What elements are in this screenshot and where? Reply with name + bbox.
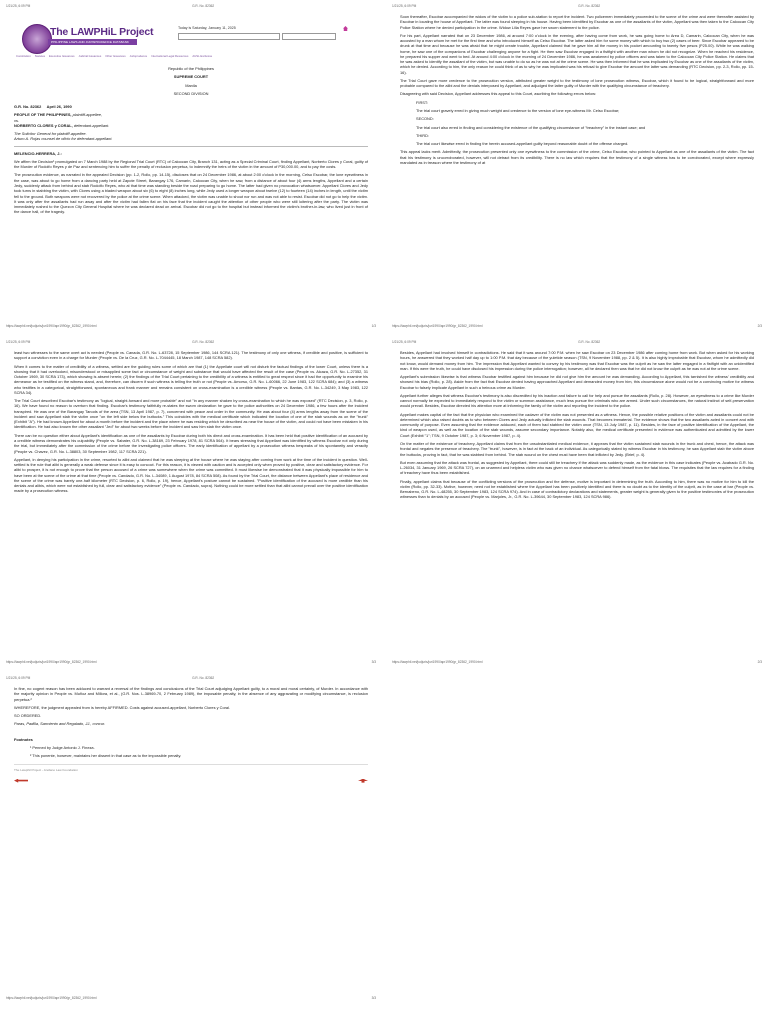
- nav-constitution[interactable]: Constitution: [16, 55, 31, 58]
- paragraph: But even assuming that the attack was frontal, as suggested by Appellant, there could still be treachery if the attack was suddenly made, as the evidence in this case indicates (People vs. Acabado G.R. No. L-26034, 31 January 1969, 26 SCRA 727), on an unarmed and helpless victim who was given no chance whatsoever to defend himself from the fatal blows. The requisites that the law requires for a finding of treachery have thus been established.: [400, 459, 754, 476]
- paragraph: When it comes to the matter of credibility of a witness, settled are the guiding rules some of which are that (1) the Appellate court will not disturb the factual findings of the lower Court, unless there is a showing that it had overlooked, misunderstood or misapplied some fact or circumstance of weight and substance that would have affected the result of the case (People vs. Alcaza, G.R. No. L-27352, 31 October 1969, 30 SCRA 173), which showing is absent herein; (2) the findings of the Trial Court pertaining to the credibility of a witness is entitled to great respect since it had the opportunity to examine his demeanor as he testified on the witness stand, and, therefore, can discern if such witness is telling the truth or not (People vs. Amorso, G.R. No. L-60066, 22 June 1983, 122 SCRA 684); and (3) a witness who testifies in a categorical, straightforward, spontaneous and frank manner and remains consistent on cross-examination is a credible witness (People vs. Bantas, G.R. No. L-34249, 3 May 1983, 122 SCRA 34).: [14, 363, 368, 395]
- page-header: 1/21/25, 6:09 PM G.R. No. 82362: [6, 340, 215, 344]
- footnote: ² This ponente, however, maintains her dissent in that case as to the impossible penalty.: [30, 753, 182, 759]
- copyright: The Lawphil Project - Arellano Law Foundation: [14, 768, 78, 773]
- page-header: 1/21/25, 6:09 PM G.R. No. 82362: [392, 4, 601, 8]
- page-4: [392, 340, 762, 668]
- error-text: The trial court likewise erred in finding the herein accused-appellant guilty beyond reasonable doubt of the offense charged.: [416, 141, 629, 147]
- page-footer: https://lawphil.net/judjuris/juri1990/apr1990/gr_82362_1990.html 2/3: [392, 324, 762, 328]
- nav-other[interactable]: Other Issuances: [105, 55, 126, 58]
- error-text: The trial court gravely erred in giving much weight and credence to the version of lone eye-witness Mr. Celso Escobar;: [416, 107, 620, 113]
- paragraph: The prosecution evidence, as narrated in the appealed Decision (pp. 1-2, Rollo, pp. 14-15), discloses that on 24 December 1986, at about 2:00 o'clock in the morning, Celso Escobar, the lone eyewitness in the case, was about to go home from a dancing party held at Zapote Street, Barangay 176, Camarin, Caloocan City, when he saw, from a distance of about four (4) arms lengths, Appellant and a certain Jedy, suddenly attack from behind and stab Rodolfo Reyes, who at that time was standing beside the road preparing to go home. The latter had given no provocation whatsoever. Appellant Clores and Jedy took turns in stabbing the victim, with Clores using a bladed weapon about six (6) to eight (8) inches long, while Jedy used a longer weapon about twelve (12) to fourteen (14) inches in length, until the victim fell to the ground. Both weapons were not recovered by the police at the crime scene. When attacked, the victim was unable to shout nor run and was not able to resist. Escobar did not go to help the victim. It was only after the assailants had run away and after the victim had fallen flat on his face that the incident caught the attention of other people who were still loitering after the party. The victim was immediately rushed to the Quezon City General Hospital where he was declared dead on arrival. Escobar did not go to the hospital but instead informed the victim's brother-in-law, who lived just in front of the dance hall, of the tragedy.: [14, 172, 368, 215]
- error-label: THIRD:: [416, 132, 429, 138]
- case-header: Republic of the Philippines SUPREME COURT Manila SECOND DIVISION: [168, 66, 214, 96]
- paragraph: least two witnesses to the same overt act is needed (People vs. Canada, G.R. No. L-63728, 15 September 1986, 144 SCRA 121). The testimony of only one witness, if credible and positive, is sufficient to support a conviction even in a charge for Murder (People vs. De la Cruz, G.R. No. L-7044445, 18 March 1987, 148 SCRA 582).: [14, 350, 368, 361]
- paragraph: For his part, Appellant narrated that on 23 December 1986, at around 7:00 o'clock in the evening, after having come from work, he was going home to Area D, Camarin, Caloocan City, when he was accosted by a man whom he met for the first time and who introduced himself as Celso Escobar. The latter asked him for some money with which to buy two (2) cases of beer. Since Escobar appeared to be drunk at that time and because he was afraid that he might create trouble, Appellant claimed that he gave him all the money in his pocket amounting to twenty five pesos (P25.00). While he was walking home, he saw one of the companions of Escobar challenging anyone for a fight. He then saw Escobar engaged in a fistfight with another man whom he did not recognize. When he reached his residence, he prepared his supper and went to bed. At around 4:00 o'clock in the morning of 24 December 1986, he was awakened by police officers and was taken to the Caloocan City Police Station. He claims that he was asked to identify the assailant of the victim, but was unable to do so as he was not at the crime scene. He was then informed that he was implicated by Escobar as one of the assailants of the victim, which he denied. According to him, the only reason he could think of as to why he was implicated was his refusal to give Escobar the amount the latter was demanding (RTC Decision, pp. 2-3, Rollo, pp. 15-16).: [400, 32, 754, 75]
- search-input[interactable]: [178, 33, 280, 40]
- paragraph: Appellant, in denying his participation in the crime, resorted to alibi and claimed that he was sleeping at the house where he was staying after coming from work at the time of the incident in question. Well-settled is the rule that alibi is generally a weak defense since it is easy to concoct. For this reason, it is viewed with caution and is accepted only when proved by positive, clear and satisfactory evidence. For alibi to prosper, it is not enough to prove that the person accused of a crime was somewhere when the crime was committed. It must likewise be demonstrated that it was physically impossible for him to have been at the scene of the crime at that time (People vs. Candado, G.R. No. L-34089, 1 August 1978, 84 SCRA 508). As found by the Trial Court, the distance between Appellant's place of residence and the scene of the crime was barely one-half kilometer (RTC Decision, p. 6, Rollo, p. 19), hence, Appellant's posture cannot be sustained. "Positive identification of the accused is more credible than his denials and alibis, which were not established by full, clear and satisfactory evidence" (People vs. Candado, supra). Nothing could be more settled than that alibi cannot prevail over the positive identification made by a prosecution witness.: [14, 456, 368, 494]
- paragraph: The Trial Court gave more credence to the prosecution version, attributed greater weight to the testimony of lone prosecution witness, Escobar, which it found to be logical, straightforward and more probable compared to the alibi and the denials interposed by Appellant, and adjudged the latter guilty of Murder with the qualifying circumstance of treachery.: [400, 77, 754, 89]
- error-label: SECOND:: [416, 116, 434, 122]
- counsel: The Solicitor General for plaintiff-appellee. Arturo A. Rojas counsel de oficio for defendant-appellant.: [14, 131, 113, 142]
- page-header: 1/21/25, 6:09 PM G.R. No. 82362: [392, 340, 601, 344]
- concurrence: Paras, Padilla, Sarmiento and Regalado, JJ., concur.: [14, 721, 106, 727]
- page-footer: https://lawphil.net/judjuris/juri1990/apr1990/gr_82362_1990.html 1/3: [6, 324, 376, 328]
- error-label: FIRST:: [416, 99, 428, 105]
- page-1: [6, 4, 376, 332]
- today-date: Today is Saturday, January 11, 2025: [178, 26, 236, 30]
- paragraph: Besides, Appellant had involved himself in contradictions. He said that it was around 7:00 P.M. when he saw Escobar on 23 December 1986 after coming home from work. But when asked for his working hours, he answered that they worked half day up to 1:00 P.M. that day because of the yuletide season (TSN, 9 November 1988, pp. 2 & 5). It is also highly improbable that Escobar, whom he admittedly did not know, would demand money from him. The impression that Appellant wanted to convey by his testimony was that Escobar was the culprit as he saw the latter engaged in a fistfight with an unidentified man. If this were the truth, he could have disclosed his impression during the police interrogation; however, all he declared then was that he did not know the culprit as he was not at the crime scene.: [400, 350, 754, 371]
- case-parties: PEOPLE OF THE PHILIPPINES, plaintiff-appellee, vs. NORBERTO CLORES y CORAL, defendant-appellant.: [14, 112, 110, 128]
- nav-statutes[interactable]: Statutes: [34, 55, 46, 58]
- case-number: G.R. No. 82362 April 26, 1990: [14, 104, 72, 110]
- page-footer: https://lawphil.net/judjuris/juri1990/apr1990/gr_82362_1990.html 3/3: [6, 660, 376, 664]
- back-arrow-icon[interactable]: [14, 779, 28, 783]
- page-header: 1/21/25, 6:09 PM G.R. No. 82362: [6, 676, 215, 680]
- top-arrow-icon[interactable]: [358, 779, 368, 783]
- page-2: [392, 4, 762, 332]
- home-icon[interactable]: [343, 26, 348, 31]
- site-brand[interactable]: The LAWPHiL Project: [50, 26, 154, 38]
- page-footer: https://lawphil.net/judjuris/juri1990/apr1990/gr_82362_1990.html 2/3: [392, 660, 762, 664]
- search-select[interactable]: [282, 33, 336, 40]
- paragraph: In fine, no cogent reason has been adduced to warrant a reversal of the findings and conclusions of the Trial Court adjudging Appellant guilty, to a moral and moral certainty, of Murder. In accordance with the majority opinion in People vs. Muñoz and Millora, et al., (G.R. Nos. L-38969-70, 2 February 1989), the imposable penalty, in the absence of any aggravating or modifying circumstance, is reclusion perpetua.²: [14, 686, 368, 702]
- site-banner: [6, 14, 376, 60]
- paragraph: SO ORDERED.: [14, 713, 42, 719]
- page-header: 1/21/25, 6:09 PM G.R. No. 82362: [6, 4, 215, 8]
- paragraph: We affirm the Decision¹ promulgated on 7 March 1988 by the Regional Trial Court (RTC) of Caloocan City, Branch 131, acting as a Special Criminal Court, finding Appellant, Norberto Clores y Coral, guilty of the Murder of Rodolfo Reyes y de Paz and sentencing him to suffer the penalty of reclusion perpetua, to indemnify the heirs of the victim in the amount of P30,000.00, and to pay the costs.: [14, 158, 368, 170]
- ponente: MELENCIO-HERRERA, J.:: [14, 150, 62, 156]
- paragraph: Appellant makes capital of the fact that the physician who examined the cadaver of the victim was not presented as a witness. Hence, the possible relative positions of the victim and assailants could not be determined which also raised doubts as to who between Clores and Jedy actually inflicted the stab wounds. That becomes immaterial. The evidence shows that the two assailants acted in concert and with community of purpose. Even assuming that the evidence adduced, each of them had stabbed the victim once (TSN, 13 July 1987, p. 11). Besides, in the face of positive identification of the Appellant, the kind of weapon used, as well as the location of the stab wounds, assume secondary importance. Notably also, the medical certificate presented in evidence was authenticated and admitted by the lower Court (Exhibit "1"; TSN, 9 October 1987, p. 3; 6 November 1987, p. 4).: [400, 411, 754, 438]
- paragraph: There can be no question either about Appellant's identification as one of the assailants by Escobar during both his direct and cross-examination. It has been held that positive identification of an accused by a credible witness demonstrates his culpability (People vs. Sabater, G.R. No. L-38169, 23 February 1978, 81 SCRA 564). It bears stressing that Appellant was identified by witness Escobar not only during the trial, but immediately after the commission of the crime before the investigating police officers. The early identification of appellant by a prosecution witness bespeaks of his spontaneity and veracity (People vs. Chavez, G.R. No. L-38803, 30 September 1982, 117 SCRA 221).: [14, 432, 368, 454]
- nav-executive[interactable]: Executive Issuances: [49, 55, 75, 58]
- footnotes-title: Footnotes: [14, 736, 33, 742]
- page-3: [6, 340, 376, 668]
- paragraph: Appellant's submission likewise is that witness Escobar testified against him because he did not give him the amount he was demanding. According to Appellant, this tarnished the witness' credibility and showed his bias (Rollo, p. 28). Aside from the fact that Escobar denied having approached Appellant and demanded money from him, this circumstance alone would not be a convincing motive for witness Escobar to falsely implicate Appellant in such a heinous crime as Murder.: [400, 374, 754, 390]
- footnote: ¹ Penned by Judge Antonio J. Fineza.: [30, 744, 95, 750]
- page-5: [6, 676, 376, 1004]
- nav-judicial[interactable]: Judicial Issuances: [78, 55, 102, 58]
- paragraph: This appeal lacks merit. Admittedly, the prosecution presented only one eyewitness to the commission of the crime, Celso Escobar, who pointed to Appellant as one of the assailants of the victim. The fact that his testimony is uncorroborated, however, will not detract from its credibility. There is no law which requires that the testimony of a single witness has to be corroborated, except where expressly mandated as in treason where the testimony of at: [400, 149, 754, 165]
- paragraph: Disagreeing with said Decision, Appellant addresses this appeal to this Court, ascribing the following errors below:: [400, 91, 597, 97]
- paragraph: The Trial Court described Escobar's testimony as "logical, straight-forward and more probable" and not "in any manner shaken by cross-examination to which he was exposed" (RTC Decision, p. 3, Rollo, p. 16). We have found no reason to overturn that finding. Escobar's testimony faithfully re-states the sworn declaration he gave to the police authorities on 24 December 1986, a few hours after the incident transpired. He was one of the Barangay Tanods of the area (TSN, 13 April 1987, p. 7), concerned with peace and order in the community. He was about four (4) arms lengths away from the scene of the incident and saw Appellant stab the victim once "on the left side below the buttocks." This coincides with the medical certificate which indicated the location of one of the stab wounds as on the "trunk" (Exhibit "A"). He had known Appellant for about a month before the incident and the place where he was residing which he described as near the house of the victim, and could not have been mistaken in his identification. He had also known the other assailant "Jed" for about two weeks before the incident and saw him stab the victim once.: [14, 398, 368, 430]
- paragraph: Finally, appellant claims that because of the conflicting versions of the prosecution and the defense, motive is important in determining the truth. According to him, there was no motive for him to kill the victim (Rollo, pp. 32-33). Motive, however, need not be established where the Appellant has been positively identified and there is no doubt as to the identity of the culprit, as in the case at bar (People vs. Bernabeno, G.R. No. L-48255, 30 September 1983, 124 SCRA 974). And in case of contradictory declarations and statements, greater weight is generally given to the positive testimonies of the prosecution witnesses than to denials by an accused (People vs. Marjoles, Jr., G.R. No. L-39644, 30 September 1983, 124 SCRA 986).: [400, 478, 754, 500]
- page-footer: https://lawphil.net/judjuris/juri1990/apr1990/gr_82362_1990.html 3/3: [6, 996, 376, 1000]
- site-subtitle: PHILIPPINE LAWS AND JURISPRUDENCE DATABANK: [48, 39, 137, 45]
- nav-international[interactable]: International Legal Resources: [151, 55, 189, 58]
- paragraph: Soon thereafter, Escobar accompanied the widow of the victim to a police sub-station to report the incident. Two policemen immediately proceeded to the scene of the crime and were thereafter assisted by Escobar in locating the house of Appellant. The latter was found sleeping in his house. Having been identified by Escobar as one of the assailants of the victim, Appellant was then taken to the Caloocan City Police Station where he denied participation in the crime. Widow Lilia Reyes gave her sworn statement to the police.: [400, 14, 754, 30]
- paragraph: Appellant further alleges that witness Escobar's testimony is also discredited by his inaction and failure to call for help and pursue the assailants (Rollo, p. 28). However, an eyewitness to a crime like Murder cannot normally be expected to immediately respond to the victim or summon assistance, much less pursue the criminals who are armed. Under such circumstances, the natural instinct of self-preservation would prevail. Besides, Escobar directed his attention more at informing the family of the victim and reporting the incident to the police.: [400, 392, 754, 409]
- site-nav: [16, 55, 366, 59]
- nav-ausl[interactable]: AUSL Exclusive: [192, 55, 213, 58]
- error-text: The trial court also erred in finding and considering the existence of the qualifying circumstance of "treachery" in the instant case; and: [416, 124, 646, 130]
- nav-jurisprudence[interactable]: Jurisprudence: [129, 55, 148, 58]
- paragraph: WHEREFORE, the judgment appealed from is hereby AFFIRMED. Costs against accused-appellant, Norberto Clores y Coral.: [14, 704, 231, 710]
- paragraph: On the matter of the existence of treachery, Appellant claims that from the unsubstantiated medical evidence, it appears that the victim sustained stab wounds in the trunk and chest, hence, the attack was frontal and negates the presence of treachery. The "trunk", however, is in fact at the back of an individual. As categorically stated by witness Escobar in his testimony, he saw Appellant stab the victim above the buttocks, proving in fact, that he was stabbed from behind. The stab wound on the chest must have been that inflicted by Jedy. (Brief, p. 4).: [400, 440, 754, 457]
